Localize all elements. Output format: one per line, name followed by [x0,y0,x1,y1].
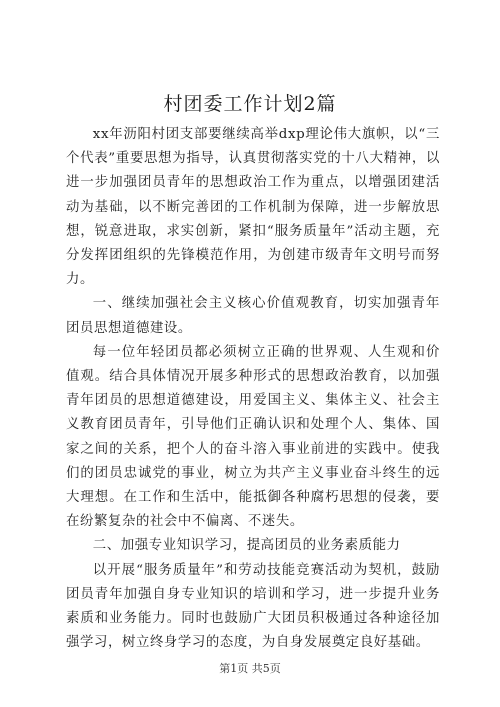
document-title: 村团委工作计划2篇 [163,93,337,115]
section-heading-2: 二、加强专业知识学习，提高团员的业务素质能力 [92,538,401,554]
document-body [66,123,440,655]
page-number-footer: 第1页 共5页 [219,662,281,675]
paragraph-intro: xx年沥阳村团支部要继续高举dxp理论伟大旗帜，以“三个代表”重要思想为指导，认真贯彻落实党的十八大精神，以进一步加强团员青年的思想政治工作为重点，以增强团建活动为基础，以不断完善团的工作机制为保障，进一步解放思想，锐意进取，求实创新，紧扣“服务质量年”活动主题，充分发挥团组织的先锋模范作用，为创建市级青年文明号而努力。 [66,127,440,288]
paragraph-section-1: 每一位年轻团员都必须树立正确的世界观、人生观和价值观。结合具体情况开展多种形式的思想政治教育，以加强青年团员的思想道德建设，用爱国主义、集体主义、社会主义教育团员青年，引导他们正确认识和处理个人、集体、国家之间的关系，把个人的奋斗溶入事业前进的实践中。使我们的团员忠诚党的事业，树立为共产主义事业奋斗终生的远大理想。在工作和生活中，能抵御各种腐朽思想的侵袭，要在纷繁复杂的社会中不偏离、不迷失。 [66,344,440,530]
section-heading-1: 一、继续加强社会主义核心价值观教育，切实加强青年团员思想道德建设。 [66,296,440,336]
paragraph-section-2: 以开展“服务质量年”和劳动技能竞赛活动为契机，鼓励团员青年加强自身专业知识的培训和学习，进一步提升业务素质和业务能力。同时也鼓励广大团员积极通过各种途径加强学习，树立终身学习的态度，为自身发展奠定良好基础。 [66,562,440,651]
